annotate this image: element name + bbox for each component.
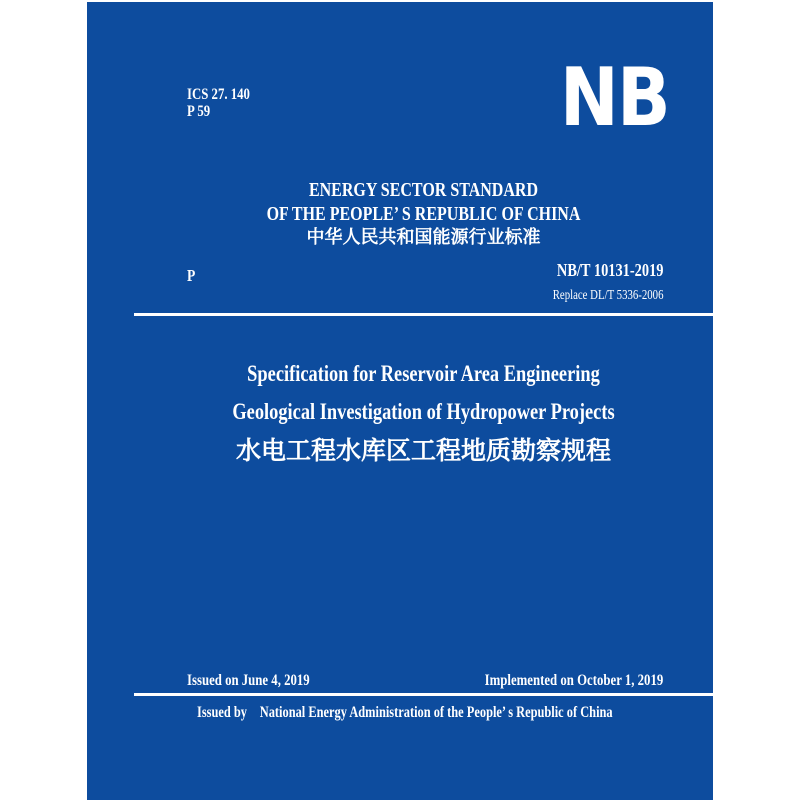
issuing-authority: National Energy Administration of the People’ s Republic of China bbox=[259, 704, 613, 721]
replaced-standard: Replace DL/T 5336-2006 bbox=[552, 287, 663, 302]
standard-number-block bbox=[525, 258, 663, 304]
standard-header-zh: 中华人民共和国能源行业标准 bbox=[306, 227, 541, 248]
standard-header bbox=[134, 178, 713, 250]
ics-code: ICS 27. 140 bbox=[187, 86, 250, 103]
title-zh: 水电工程水库区工程地质勘察规程 bbox=[235, 436, 611, 465]
top-divider-rule bbox=[134, 313, 713, 316]
classification-codes bbox=[187, 86, 266, 120]
implemented-date: Implemented on October 1, 2019 bbox=[484, 672, 663, 689]
p-category-label: P bbox=[187, 266, 196, 285]
doc-class-code: P 59 bbox=[187, 103, 211, 120]
standard-cover bbox=[87, 2, 713, 800]
standard-header-en-line1: ENERGY SECTOR STANDARD bbox=[308, 179, 539, 201]
issued-date: Issued on June 4, 2019 bbox=[187, 672, 310, 689]
title-en-line2: Geological Investigation of Hydropower Projects bbox=[232, 399, 615, 424]
title-en-line1: Specification for Reservoir Area Engineering bbox=[247, 361, 600, 386]
issued-by-label: Issued by bbox=[197, 704, 247, 721]
issuing-authority-row bbox=[197, 704, 717, 722]
standard-number: NB/T 10131-2019 bbox=[556, 260, 663, 280]
standard-header-en-line2: OF THE PEOPLE’ S REPUBLIC OF CHINA bbox=[266, 203, 581, 225]
bottom-divider-rule bbox=[134, 693, 713, 696]
nb-logo: NB bbox=[559, 51, 669, 144]
document-title bbox=[134, 355, 713, 471]
date-row bbox=[187, 672, 663, 690]
